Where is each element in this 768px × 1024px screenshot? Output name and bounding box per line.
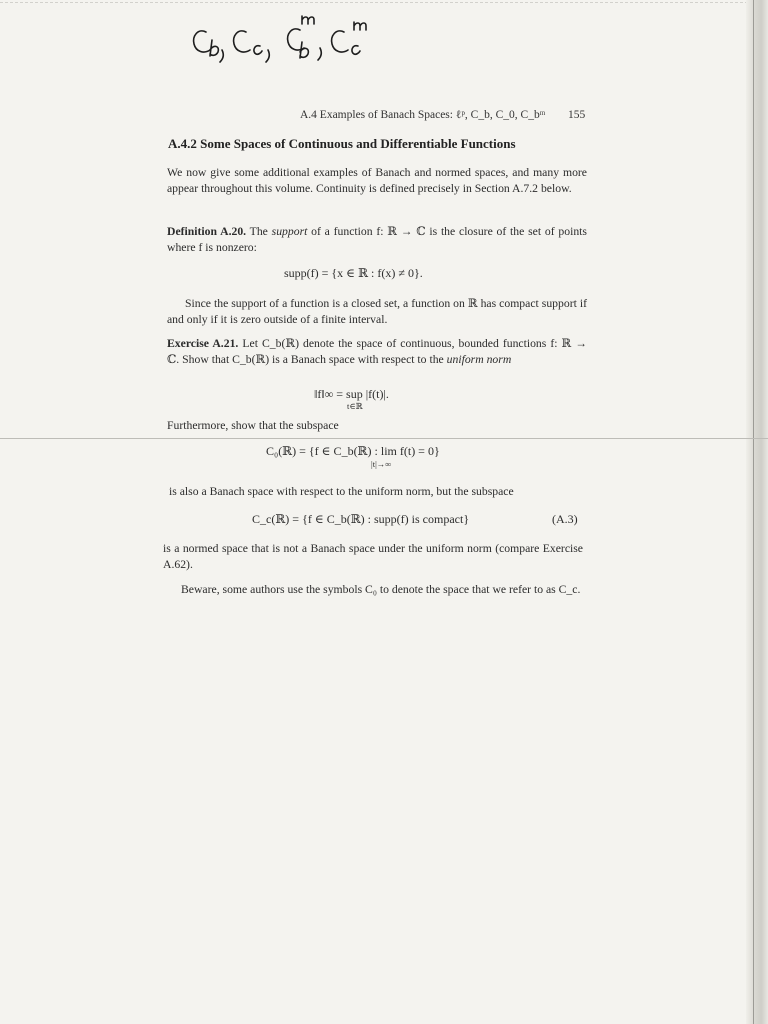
scan-border: [746, 0, 768, 1024]
definition-text-b: of a function f: ℝ → ℂ is the closure of the set of points where f is nonzero:: [167, 225, 587, 254]
running-head: A.4 Examples of Banach Spaces: ℓᵖ, C_b, C_0, C_bᵐ: [300, 109, 546, 121]
handwritten-note: [188, 6, 448, 66]
definition-term: support: [271, 225, 308, 238]
c0-limit-subscript: |t|→∞: [371, 459, 392, 469]
support-equation: supp(f) = {x ∈ ℝ : f(x) ≠ 0}.: [284, 266, 423, 280]
subspace-lead-text: Furthermore, show that the subspace: [167, 419, 339, 432]
exercise-text-a: Let C_b(ℝ) denote the space of continuous, bounded functions f: ℝ → ℂ. Show that C_b(ℝ) is a Banach space with respect to the: [167, 337, 587, 366]
cc-remark-text: is a normed space that is not a Banach space under the uniform norm (compare Exercise A.62).: [163, 542, 583, 571]
norm-equation: ‖f‖∞ = sup |f(t)|.: [314, 387, 389, 401]
cc-remark: [163, 541, 583, 573]
norm-subscript: t∈ℝ: [347, 401, 363, 411]
intro-text: We now give some additional examples of Banach and normed spaces, and many more appear throughout this volume. Continuity is defined precisely in Section A.7.2 below.: [167, 166, 587, 195]
definition-label: Definition A.20.: [167, 225, 247, 238]
cc-equation: C_c(ℝ) = {f ∈ C_b(ℝ) : supp(f) is compact}: [252, 512, 470, 526]
exercise-term: uniform norm: [446, 353, 512, 366]
definition-text-a: The: [246, 225, 272, 238]
c0-equation: C₀(ℝ) = {f ∈ C_b(ℝ) : lim f(t) = 0}: [266, 444, 440, 458]
scan-edge-line: [0, 2, 768, 4]
beware-paragraph: [163, 582, 583, 598]
scan-border-line: [753, 0, 754, 1024]
definition-text: [167, 224, 587, 256]
exercise-text: [167, 336, 587, 368]
c0-remark-text: is also a Banach space with respect to the uniform norm, but the subspace: [169, 485, 514, 498]
scan-fold-line: [0, 438, 768, 439]
page-number: 155: [568, 109, 586, 121]
subspace-lead: [167, 418, 587, 434]
intro-paragraph: [167, 165, 587, 197]
section-title: A.4.2 Some Spaces of Continuous and Differentiable Functions: [168, 136, 516, 151]
definition-block: [167, 224, 587, 256]
c0-remark: [169, 484, 589, 500]
support-remark: [167, 296, 587, 328]
beware-text: Beware, some authors use the symbols C₀ to denote the space that we refer to as C_c.: [181, 583, 581, 596]
exercise-block: [167, 336, 587, 368]
support-remark-text: Since the support of a function is a closed set, a function on ℝ has compact support if and only if it is zero outside of a finite interval.: [167, 297, 587, 326]
exercise-label: Exercise A.21.: [167, 337, 239, 350]
cc-equation-number: (A.3): [552, 512, 578, 526]
